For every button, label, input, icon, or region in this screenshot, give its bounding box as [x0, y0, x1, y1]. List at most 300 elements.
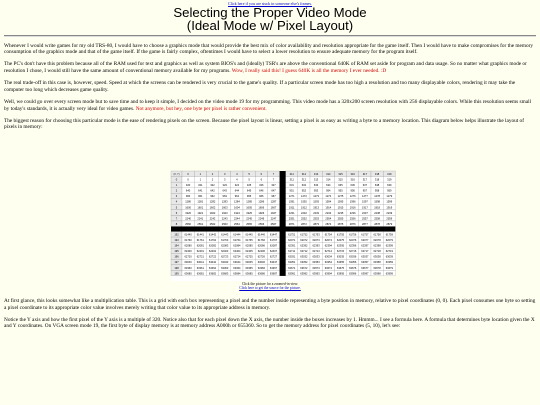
- pixel-address: 62393: [312, 244, 320, 248]
- pixel-address: 2245: [246, 217, 252, 221]
- pixel-address: 61753: [312, 233, 320, 237]
- pixel-address: 2871: [288, 222, 295, 226]
- pixel-address: 317: [362, 178, 368, 182]
- pixel-address: 63364: [233, 266, 241, 270]
- pixel-address: 640: [185, 189, 191, 193]
- pixel-address: 323: [222, 184, 227, 188]
- x-header-label: 313: [313, 172, 319, 176]
- pixel-address: 7: [272, 178, 275, 182]
- x-header-label: 2: [211, 172, 214, 176]
- pixel-address: 6: [260, 178, 263, 182]
- pixel-address: 636: [350, 184, 355, 188]
- pixel-address: 2246: [258, 217, 265, 221]
- pixel-address: 1278: [374, 195, 380, 199]
- pixel-address: 1922: [209, 211, 216, 215]
- pixel-address: 1282: [209, 200, 216, 204]
- pixel-address: 2556: [349, 217, 356, 221]
- paragraph-pc-memory: [4, 61, 536, 74]
- x-header-label: 315: [338, 172, 343, 176]
- y-header-label: 5: [175, 206, 178, 210]
- pixel-address: 63047: [269, 261, 278, 265]
- pixel-address: 1598: [374, 200, 380, 204]
- pixel-address: 61440: [184, 233, 192, 237]
- pixel-address: 62719: [385, 250, 393, 254]
- pixel-address: 644: [234, 189, 240, 193]
- pixel-address: 5: [248, 178, 250, 182]
- pixel-address: 63353: [312, 261, 320, 265]
- pixel-address: 2553: [313, 217, 319, 221]
- paragraph-trs80: Whenever I would write games for my old TRS-80, I would have to choose a graphics mode that would provide the best mix of color availability and resolution appropriate for the game itself. Then I would have to make compromises for the memory consumption of the graphics mode and that of the game itself. If the game is fairly complex, oftentimes I would have to select a lower resolution to ensure adequate memory for the program itself.: [4, 42, 534, 56]
- pixel-address: 61752: [300, 233, 308, 237]
- pixel-address: 1284: [234, 200, 240, 204]
- pixel-address: 2563: [221, 222, 228, 226]
- pixel-address: 63355: [336, 261, 345, 265]
- pixel-address: 61766: [257, 239, 265, 242]
- pixel-address: 63673: [312, 266, 320, 270]
- y-header-label: 0: [175, 178, 178, 182]
- x-header-label: 0: [187, 172, 189, 176]
- pixel-address: 63358: [373, 261, 381, 265]
- pixel-address: 2877: [362, 222, 368, 226]
- pixel-address: 635: [338, 184, 343, 188]
- pixel-address: 963: [222, 195, 227, 199]
- pixel-address: 645: [246, 189, 252, 193]
- pixel-address: 63040: [184, 261, 192, 265]
- y-header-label: 8: [175, 222, 178, 226]
- pixel-address: 324: [234, 184, 240, 188]
- pixel-address: 62081: [196, 244, 204, 248]
- pixel-address: 62711: [288, 250, 296, 254]
- pixel-address: 63357: [361, 261, 369, 265]
- pixel-address: 63359: [385, 261, 393, 265]
- pixel-address: 62080: [184, 244, 192, 248]
- pixel-address: 62722: [208, 255, 217, 259]
- pixel-address: 2247: [270, 217, 277, 221]
- pixel-address: 638: [374, 184, 380, 188]
- x-header-label: 314: [326, 172, 331, 176]
- pixel-grid[interactable]: [171, 171, 393, 281]
- pixel-address: 321: [198, 184, 203, 188]
- pixel-layout-diagram[interactable]: [171, 171, 393, 281]
- pixel-address: 2876: [349, 222, 356, 226]
- pixel-address: 1911: [288, 206, 295, 210]
- pixel-address: 61767: [269, 239, 278, 242]
- pixel-address: 318: [374, 178, 380, 182]
- pixel-address: 63683: [221, 272, 229, 276]
- pixel-address: 967: [271, 195, 276, 199]
- pixel-address: 61443: [221, 233, 229, 237]
- pixel-address: 63680: [184, 272, 192, 276]
- pixel-address: 62713: [312, 250, 320, 254]
- pixel-address: 957: [362, 189, 368, 193]
- title-divider: [4, 35, 536, 37]
- pixel-address: 1926: [258, 211, 265, 215]
- pixel-address: 61761: [196, 239, 204, 242]
- pixel-address: 2872: [301, 222, 307, 226]
- pixel-address: 62721: [196, 255, 204, 259]
- pixel-address: 62071: [288, 239, 296, 242]
- pixel-address: 61447: [269, 233, 278, 237]
- page-title: [0, 6, 540, 32]
- pixel-address: 1273: [313, 195, 319, 199]
- y-header-label: 4: [175, 200, 178, 204]
- pixel-address: 63677: [361, 266, 369, 270]
- pixel-address: 61754: [324, 233, 332, 237]
- pixel-address: 2874: [325, 222, 332, 226]
- pixel-address: 63993: [312, 272, 320, 276]
- pixel-address: 63044: [233, 261, 241, 265]
- pixel-address: 1602: [209, 206, 216, 210]
- pixel-address: 2566: [258, 222, 265, 226]
- pixel-address: 2551: [288, 217, 295, 221]
- pixel-address: 2242: [209, 217, 216, 221]
- pixel-address: 1914: [325, 206, 332, 210]
- pixel-address: 62086: [257, 244, 265, 248]
- pixel-address: 62076: [349, 239, 357, 242]
- pixel-address: 2562: [209, 222, 216, 226]
- pixel-address: 634: [326, 184, 331, 188]
- pixel-address: 63037: [361, 255, 369, 259]
- pixel-address: 61764: [233, 239, 241, 242]
- pixel-address: 63046: [257, 261, 265, 265]
- pixel-address: 956: [350, 189, 355, 193]
- pixel-address: 63996: [349, 272, 357, 276]
- column-ellipsis-bar: [280, 171, 286, 276]
- pixel-address: 62401: [196, 250, 204, 254]
- pixel-address: 63365: [245, 266, 253, 270]
- zoom-caption: Click the picture for a zoomed-in view.: [241, 282, 299, 286]
- pixel-address: 2557: [362, 217, 368, 221]
- pixel-address: 61442: [208, 233, 217, 237]
- pixel-address: 62400: [184, 250, 192, 254]
- pixel-address: 63681: [196, 272, 204, 276]
- pixel-address: 63676: [349, 266, 357, 270]
- diagram-caption: [171, 282, 369, 290]
- pixel-address: 639: [387, 184, 392, 188]
- pixel-address: 62087: [269, 244, 278, 248]
- paragraph-pc-memory-text: The PC's don't have this problem because all of the RAM used for text and graphics as well as system BIOS's and (ideally) TSR's are above the conventional 640K of RAM set aside for program and data usage. So no matter what graphics mode or resolution I chose, I would still have the same amount of conventional memory available for my programs.: [4, 61, 527, 74]
- pixel-address: 63361: [196, 266, 204, 270]
- pixel-address: 61762: [208, 239, 217, 242]
- pixel-address: 62396: [349, 244, 357, 248]
- escape-frames-link[interactable]: Click here if you are stuck in someone else's frames.: [227, 1, 313, 6]
- pixel-address: 965: [246, 195, 252, 199]
- pixel-address: 643: [222, 189, 227, 193]
- y-header-label: 2: [175, 189, 178, 193]
- pixel-address: 955: [338, 189, 343, 193]
- pixel-address: 1917: [362, 206, 368, 210]
- pixel-address: 1916: [349, 206, 356, 210]
- pixel-address: 61759: [385, 233, 393, 237]
- pixel-address: 63997: [361, 272, 369, 276]
- x-header-label: 317: [362, 172, 368, 176]
- pixel-address: 63038: [373, 255, 381, 259]
- pixel-address: 1605: [246, 206, 252, 210]
- pixel-address: 62399: [385, 244, 393, 248]
- paragraph-multiplication-table: At first glance, this looks somewhat like a multiplication table. This is a grid with each box representing a pixel and the number inside representing a byte position in memory, relative to pixel coordinates (0, 0). Each pixel consumes one byte so setting a pixel coordinate to its appropriate color value involves merely writing that color value to its appropriate address in memory.: [4, 298, 536, 311]
- pixel-address: 1281: [197, 200, 204, 204]
- pixel-address: 63356: [349, 261, 357, 265]
- pixel-address: 61444: [233, 233, 241, 237]
- pixel-address: 62407: [269, 250, 278, 254]
- pixel-address: 2240: [185, 217, 191, 221]
- pixel-address: 2244: [234, 217, 240, 221]
- pixel-address: 954: [326, 189, 331, 193]
- pixel-address: 647: [271, 189, 276, 193]
- pixel-address: 646: [259, 189, 264, 193]
- pixel-address: 314: [326, 178, 331, 182]
- y-header-label: 193: [174, 239, 179, 242]
- pixel-address: 642: [210, 189, 215, 193]
- paragraph-mode-19: [4, 99, 536, 112]
- row-ellipsis-bar: [171, 227, 395, 232]
- paragraph-tradeoff: The real trade-off in this case is, however, speed. Speed at which the screens can be rendered is very crucial to the game's quality. If a particular screen mode has too high a resolution and too many displayable colors, rendering it may take the computer too long which decreases game quality.: [4, 80, 516, 93]
- pixel-address: 62079: [385, 239, 393, 242]
- pixel-address: 62726: [257, 255, 265, 259]
- pixel-address: 62402: [208, 250, 217, 254]
- pixel-address: 62072: [300, 239, 308, 242]
- y-header-label: 6: [175, 211, 178, 215]
- source-link[interactable]: Click here to get the source for the picture.: [239, 286, 301, 290]
- pixel-address: 62085: [245, 244, 253, 248]
- pixel-address: 1: [199, 178, 202, 182]
- pixel-address: 953: [313, 189, 319, 193]
- pixel-address: 62395: [336, 244, 345, 248]
- x-header-label: 6: [260, 172, 263, 176]
- pixel-address: 1925: [246, 211, 252, 215]
- pixel-address: 63685: [245, 272, 253, 276]
- pixel-address: 63045: [245, 261, 253, 265]
- pixel-address: 1594: [325, 200, 332, 204]
- title-line-1: Selecting the Proper Video Mode: [173, 5, 367, 20]
- pixel-address: 1918: [374, 206, 380, 210]
- y-header-label: 197: [174, 261, 179, 265]
- pixel-address: 1924: [234, 211, 240, 215]
- pixel-address: 1606: [258, 206, 265, 210]
- pixel-address: 1920: [185, 211, 191, 215]
- pixel-address: 61751: [288, 233, 296, 237]
- pixel-address: 1271: [288, 195, 295, 199]
- pixel-address: 958: [374, 189, 380, 193]
- pixel-address: 63363: [221, 266, 229, 270]
- pixel-address: 326: [259, 184, 264, 188]
- pixel-address: 316: [350, 178, 355, 182]
- pixel-address: 633: [313, 184, 319, 188]
- pixel-address: 63999: [385, 272, 393, 276]
- pixel-address: 61756: [349, 233, 357, 237]
- pixel-address: 1596: [349, 200, 356, 204]
- pixel-address: 62394: [324, 244, 332, 248]
- pixel-address: 62082: [208, 244, 217, 248]
- pixel-address: 1595: [337, 200, 344, 204]
- pixel-address: 1604: [234, 206, 240, 210]
- pixel-address: 1276: [349, 195, 356, 199]
- pixel-address: 320: [185, 184, 191, 188]
- pixel-address: 61760: [184, 239, 192, 242]
- pixel-address: 312: [301, 178, 307, 182]
- pixel-address: 62725: [245, 255, 253, 259]
- x-header-label: 316: [350, 172, 355, 176]
- pixel-address: 62392: [300, 244, 308, 248]
- pixel-address: 2233: [313, 211, 319, 215]
- pixel-address: 1277: [362, 195, 368, 199]
- x-header-label: 7: [272, 172, 275, 176]
- pixel-address: 62084: [233, 244, 241, 248]
- pixel-address: 61763: [221, 239, 229, 242]
- pixel-address: 63366: [257, 266, 265, 270]
- article-body: [0, 43, 540, 131]
- paragraph-pixel-layout: The biggest reason for choosing this particular mode is the ease of rendering pixels on the screen. Because the pixel layout is linear, setting a pixel is as easy as writing a byte to a memory location. This diagram below helps illustrate the layout of pixels in memory:: [4, 117, 524, 131]
- x-header-label: 319: [387, 172, 392, 176]
- pixel-address: 63034: [324, 255, 332, 259]
- red-note-640k: Wow, I really said this! I guess 640K is all the memory I ever needed. :D: [231, 67, 387, 74]
- pixel-address: 2234: [325, 211, 332, 215]
- x-header-label: 1: [199, 172, 202, 176]
- pixel-address: 1915: [337, 206, 344, 210]
- pixel-address: 63352: [300, 261, 308, 265]
- pixel-address: 63991: [288, 272, 296, 276]
- pixel-address: 952: [301, 189, 307, 193]
- pixel-address: 63043: [221, 261, 229, 265]
- pixel-address: 1283: [221, 200, 228, 204]
- pixel-address: 62717: [361, 250, 369, 254]
- red-note-one-byte: Not anymore, but hey, one byte per pixel is rather convenient.: [135, 105, 267, 112]
- pixel-address: 63682: [208, 272, 217, 276]
- pixel-address: 63039: [385, 255, 393, 259]
- pixel-address: 63675: [336, 266, 345, 270]
- pixel-address: 2231: [288, 211, 295, 215]
- pixel-address: 63674: [324, 266, 332, 270]
- y-header-label: 7: [175, 217, 178, 221]
- pixel-address: 4: [236, 178, 238, 182]
- pixel-address: 63041: [196, 261, 204, 265]
- pixel-address: 2564: [234, 222, 240, 226]
- pixel-address: 2: [211, 178, 214, 182]
- pixel-address: 62715: [336, 250, 345, 254]
- pixel-address: 62727: [269, 255, 278, 259]
- pixel-address: 1285: [246, 200, 252, 204]
- pixel-address: 63367: [269, 266, 278, 270]
- paragraph-y-axis-formula: Notice the Y axis and how the first pixel of the Y axis is a multiple of 320. Notice also that for each pixel down the X axis, the number inside the boxes increases by 1. Hmmm... I see a formula here. A formula that determines byte location given the X and Y coordinates. On VGA screen mode 19, the first byte of display memory is at memory address A000h or 655360. So to get the memory address for pixel coordinates (5, 10), let's see:: [4, 316, 535, 330]
- pixel-address: 1927: [270, 211, 277, 215]
- y-header-label: 196: [174, 255, 179, 259]
- pixel-address: 2236: [349, 211, 356, 215]
- pixel-address: 1913: [313, 206, 319, 210]
- pixel-address: 2875: [337, 222, 344, 226]
- pixel-address: 63998: [373, 272, 381, 276]
- pixel-address: 63351: [288, 261, 296, 265]
- pixel-address: 61757: [361, 233, 369, 237]
- pixel-address: 62074: [324, 239, 332, 242]
- x-header-label: 5: [248, 172, 250, 176]
- pixel-address: 63672: [300, 266, 308, 270]
- pixel-address: 1912: [301, 206, 307, 210]
- pixel-address: 1599: [386, 200, 393, 204]
- pixel-address: 63671: [288, 266, 296, 270]
- pixel-address: 1280: [185, 200, 191, 204]
- pixel-address: 63036: [349, 255, 357, 259]
- pixel-address: 960: [185, 195, 191, 199]
- pixel-address: 63686: [257, 272, 265, 276]
- pixel-address: 1921: [197, 211, 204, 215]
- y-header-label: 195: [174, 250, 179, 254]
- y-header-label: 198: [174, 266, 179, 270]
- pixel-address: 61441: [196, 233, 204, 237]
- pixel-address: 62718: [373, 250, 381, 254]
- pixel-address: 1272: [301, 195, 307, 199]
- pixel-address: 62397: [361, 244, 369, 248]
- pixel-address: 62391: [288, 244, 296, 248]
- pixel-address: 313: [313, 178, 319, 182]
- pixel-address: 325: [246, 184, 252, 188]
- corner-label: (X, Y): [173, 172, 180, 176]
- pixel-address: 62403: [221, 250, 229, 254]
- pixel-address: 62406: [257, 250, 265, 254]
- pixel-address: 632: [301, 184, 307, 188]
- pixel-address: 63042: [208, 261, 217, 265]
- pixel-address: 0: [187, 178, 189, 182]
- pixel-address: 63032: [300, 255, 308, 259]
- pixel-address: 62073: [312, 239, 320, 242]
- pixel-address: 1601: [197, 206, 204, 210]
- pixel-address: 63360: [184, 266, 192, 270]
- pixel-address: 327: [271, 184, 276, 188]
- title-line-2: (Ideal Mode w/ Pixel Layout): [186, 18, 354, 33]
- pixel-address: 61446: [257, 233, 265, 237]
- pixel-address: 2878: [374, 222, 380, 226]
- pixel-address: 63362: [208, 266, 217, 270]
- pixel-address: 641: [198, 189, 203, 193]
- pixel-address: 2567: [270, 222, 277, 226]
- pixel-address: 62405: [245, 250, 253, 254]
- pixel-address: 63035: [336, 255, 345, 259]
- pixel-address: 2555: [337, 217, 344, 221]
- x-header-label: 312: [301, 172, 307, 176]
- pixel-address: 62712: [300, 250, 308, 254]
- pixel-address: 961: [198, 195, 203, 199]
- pixel-address: 315: [338, 178, 343, 182]
- pixel-address: 1603: [221, 206, 228, 210]
- pixel-address: 62077: [361, 239, 369, 242]
- pixel-address: 1600: [185, 206, 191, 210]
- pixel-address: 1275: [337, 195, 344, 199]
- pixel-address: 62724: [233, 255, 241, 259]
- pixel-address: 62075: [336, 239, 345, 242]
- pixel-address: 962: [210, 195, 215, 199]
- pixel-address: 62716: [349, 250, 357, 254]
- pixel-address: 62083: [221, 244, 229, 248]
- pixel-address: 61758: [373, 233, 381, 237]
- pixel-address: 2561: [197, 222, 204, 226]
- paragraph-mode-19-text: Well, we could go over every screen mode but to save time and to keep it simple, I decided on the video mode 19 for my programming. This video mode has a 320x200 screen resolution with 256 displayable colors. While this resolution seems small by today's standards, it is actually very ideal for video games.: [4, 98, 532, 112]
- pixel-address: 61765: [245, 239, 253, 242]
- pixel-address: 3: [223, 178, 226, 182]
- pixel-address: 63992: [300, 272, 308, 276]
- pixel-address: 1274: [325, 195, 332, 199]
- pixel-address: 63678: [373, 266, 381, 270]
- pixel-address: 63687: [269, 272, 278, 276]
- pixel-address: 2560: [185, 222, 191, 226]
- pixel-address: 1286: [258, 200, 265, 204]
- x-header-label: 3: [223, 172, 226, 176]
- pixel-address: 62723: [221, 255, 229, 259]
- pixel-address: 2243: [221, 217, 228, 221]
- pixel-address: 1279: [386, 195, 393, 199]
- pixel-address: 2558: [374, 217, 380, 221]
- pixel-address: 1287: [270, 200, 277, 204]
- pixel-address: 62714: [324, 250, 332, 254]
- pixel-address: 2238: [374, 211, 380, 215]
